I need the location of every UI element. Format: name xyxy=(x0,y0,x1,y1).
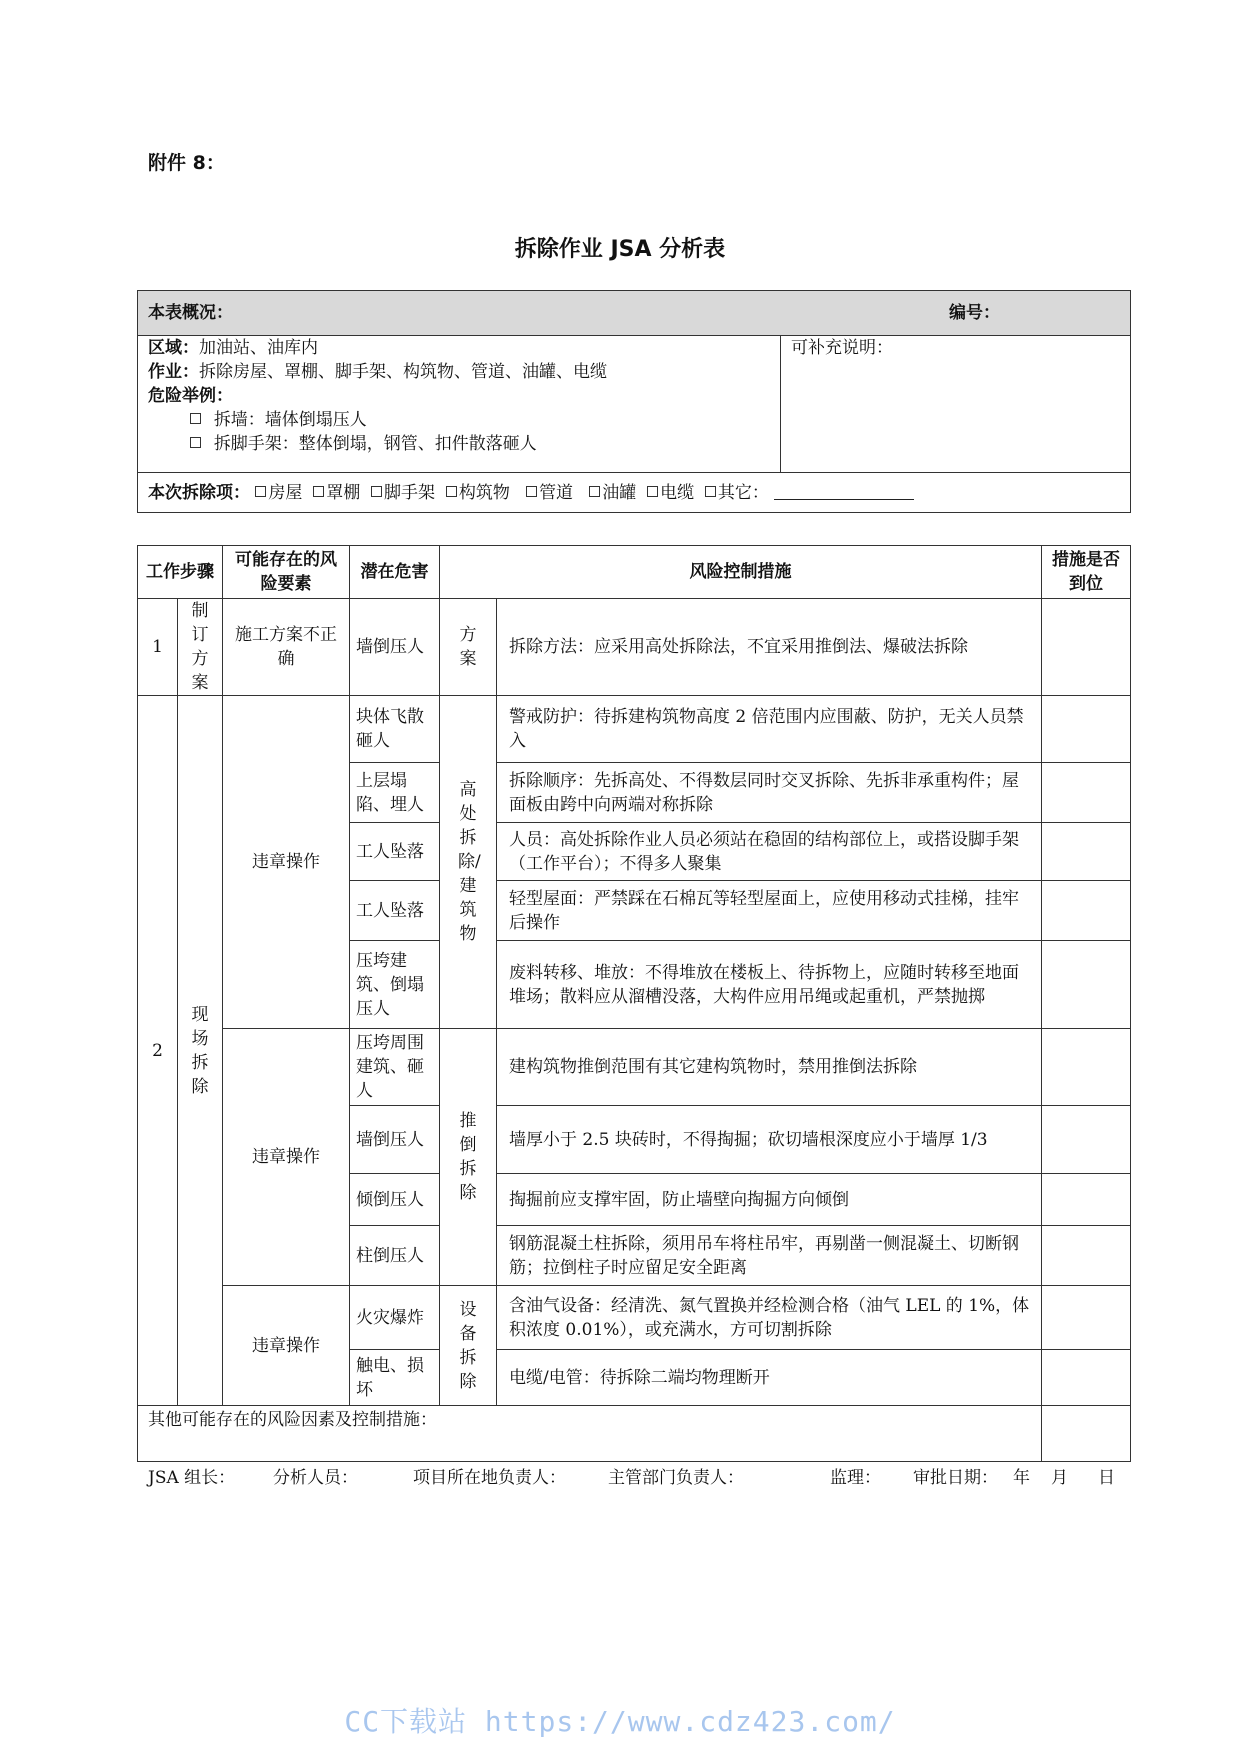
measure: 钢筋混凝土柱拆除，须用吊车将柱吊牢，再剔凿一侧混凝土、切断钢筋；拉倒柱子时应留足安全距离 xyxy=(497,1226,1042,1286)
measure: 警戒防护：待拆建构筑物高度 2 倍范围内应围蔽、防护，无关人员禁入 xyxy=(497,696,1042,763)
status-cell[interactable] xyxy=(1042,823,1131,881)
item-house: 房屋 xyxy=(268,482,303,503)
item-tank: 油罐 xyxy=(602,482,637,503)
measure: 含油气设备：经清洗、氮气置换并经检测合格（油气 LEL 的 1%，体积浓度 0.01%），或充满水，方可切割拆除 xyxy=(497,1286,1042,1350)
checkbox-icon[interactable] xyxy=(647,486,658,497)
item-scaffold: 脚手架 xyxy=(384,482,436,503)
status-cell[interactable] xyxy=(1042,696,1131,763)
overview-details xyxy=(138,336,781,473)
harm: 墙倒压人 xyxy=(350,599,440,696)
page-title: 拆除作业 JSA 分析表 xyxy=(514,237,726,262)
measure: 拆除方法：应采用高处拆除法，不宜采用推倒法、爆破法拆除 xyxy=(497,599,1042,696)
status-cell[interactable] xyxy=(1042,1029,1131,1106)
measure-category: 高处拆除/建筑物 xyxy=(440,696,497,1029)
risk-factor: 违章操作 xyxy=(223,696,350,1029)
risk-factor: 违章操作 xyxy=(223,1029,350,1286)
measure: 轻型屋面：严禁踩在石棉瓦等轻型屋面上，应使用移动式挂梯，挂牢后操作 xyxy=(497,881,1042,941)
checkbox-icon xyxy=(190,413,201,424)
header-measure: 风险控制措施 xyxy=(440,546,1042,599)
harm: 块体飞散砸人 xyxy=(350,696,440,763)
approval-date-label: 审批日期： xyxy=(913,1468,998,1488)
harm: 触电、损坏 xyxy=(350,1350,440,1406)
header-status: 措施是否到位 xyxy=(1042,546,1131,599)
step-number: 2 xyxy=(138,696,178,1406)
measure-category: 方案 xyxy=(440,599,497,696)
work-value: 拆除房屋、罩棚、脚手架、构筑物、管道、油罐、电缆 xyxy=(199,362,607,382)
checkbox-icon[interactable] xyxy=(705,486,716,497)
status-cell[interactable] xyxy=(1042,881,1131,941)
supervisor-label: 监理： xyxy=(830,1468,881,1488)
watermark: CC下载站 https://www.cdz423.com/ xyxy=(344,1705,896,1738)
status-cell[interactable] xyxy=(1042,941,1131,1029)
risk-factor: 违章操作 xyxy=(223,1286,350,1406)
year-label: 年 xyxy=(1013,1468,1030,1488)
area-value: 加油站、油库内 xyxy=(199,338,318,358)
measure: 墙厚小于 2.5 块砖时，不得掏掘；砍切墙根深度应小于墙厚 1/3 xyxy=(497,1106,1042,1174)
harm: 柱倒压人 xyxy=(350,1226,440,1286)
supplement-cell xyxy=(781,336,1131,473)
status-cell[interactable] xyxy=(1042,599,1131,696)
step-number: 1 xyxy=(138,599,178,696)
other-blank-line[interactable] xyxy=(774,485,914,500)
item-other: 其它： xyxy=(717,482,769,503)
measure: 电缆/电管：待拆除二端均物理断开 xyxy=(497,1350,1042,1406)
step-name: 制订方案 xyxy=(178,599,223,696)
hazard-label: 危险举例： xyxy=(148,386,233,406)
harm: 压垮建筑、倒塌压人 xyxy=(350,941,440,1029)
checkbox-icon[interactable] xyxy=(526,486,537,497)
checkbox-icon xyxy=(190,437,201,448)
step-name: 现场拆除 xyxy=(178,696,223,1406)
overview-label: 本表概况： xyxy=(148,303,233,323)
attachment-label: 附件 8： xyxy=(148,152,225,174)
status-cell[interactable] xyxy=(1042,1106,1131,1174)
checkbox-icon[interactable] xyxy=(371,486,382,497)
harm: 压垮周围建筑、砸人 xyxy=(350,1029,440,1106)
checkbox-icon[interactable] xyxy=(255,486,266,497)
analyst-label: 分析人员： xyxy=(273,1468,358,1488)
item-pipe: 管道 xyxy=(539,482,574,503)
jsa-leader-label: JSA 组长： xyxy=(148,1468,236,1488)
status-cell[interactable] xyxy=(1042,1350,1131,1406)
harm: 墙倒压人 xyxy=(350,1106,440,1174)
header-harm: 潜在危害 xyxy=(350,546,440,599)
site-head-label: 项目所在地负责人： xyxy=(413,1468,566,1488)
supplement-label: 可补充说明： xyxy=(791,338,893,358)
month-label: 月 xyxy=(1051,1468,1068,1488)
overview-table xyxy=(137,290,1131,513)
measure-category: 推倒拆除 xyxy=(440,1029,497,1286)
harm: 工人坠落 xyxy=(350,881,440,941)
measure: 人员：高处拆除作业人员必须站在稳固的结构部位上，或搭设脚手架（工作平台）；不得多人聚集 xyxy=(497,823,1042,881)
demolition-items-row xyxy=(138,473,1131,513)
area-label: 区域： xyxy=(148,338,199,358)
harm: 火灾爆炸 xyxy=(350,1286,440,1350)
item-canopy: 罩棚 xyxy=(326,482,361,503)
header-step: 工作步骤 xyxy=(138,546,223,599)
day-label: 日 xyxy=(1098,1468,1115,1488)
measure: 建构筑物推倒范围有其它建构筑物时，禁用推倒法拆除 xyxy=(497,1029,1042,1106)
risk-factor: 施工方案不正确 xyxy=(223,599,350,696)
item-structure: 构筑物 xyxy=(458,482,510,503)
measure: 掏掘前应支撑牢固，防止墙壁向掏掘方向倾倒 xyxy=(497,1174,1042,1226)
status-cell[interactable] xyxy=(1042,1286,1131,1350)
other-risks: 其他可能存在的风险因素及控制措施： xyxy=(138,1406,1042,1462)
work-label: 作业： xyxy=(148,362,199,382)
harm: 上层塌陷、埋人 xyxy=(350,763,440,823)
items-label: 本次拆除项： xyxy=(148,482,250,503)
dept-head-label: 主管部门负责人： xyxy=(608,1468,744,1488)
hazard-item: 拆墙：墙体倒塌压人 xyxy=(213,410,367,430)
harm: 倾倒压人 xyxy=(350,1174,440,1226)
measure: 拆除顺序：先拆高处、不得数层同时交叉拆除、先拆非承重构件；屋面板由跨中向两端对称拆除 xyxy=(497,763,1042,823)
overview-header xyxy=(138,291,1131,336)
status-cell[interactable] xyxy=(1042,763,1131,823)
checkbox-icon[interactable] xyxy=(313,486,324,497)
checkbox-icon[interactable] xyxy=(589,486,600,497)
status-cell[interactable] xyxy=(1042,1226,1131,1286)
item-cable: 电缆 xyxy=(660,482,695,503)
status-cell[interactable] xyxy=(1042,1174,1131,1226)
jsa-table xyxy=(137,545,1131,1462)
number-label: 编号： xyxy=(949,303,1000,323)
checkbox-icon[interactable] xyxy=(446,486,457,497)
hazard-item: 拆脚手架：整体倒塌，钢管、扣件散落砸人 xyxy=(213,434,537,454)
measure: 废料转移、堆放：不得堆放在楼板上、待拆物上，应随时转移至地面堆场；散料应从溜槽没落，大构件应用吊绳或起重机，严禁抛掷 xyxy=(497,941,1042,1029)
header-risk: 可能存在的风险要素 xyxy=(223,546,350,599)
harm: 工人坠落 xyxy=(350,823,440,881)
status-cell[interactable] xyxy=(1042,1406,1131,1462)
measure-category: 设备拆除 xyxy=(440,1286,497,1406)
